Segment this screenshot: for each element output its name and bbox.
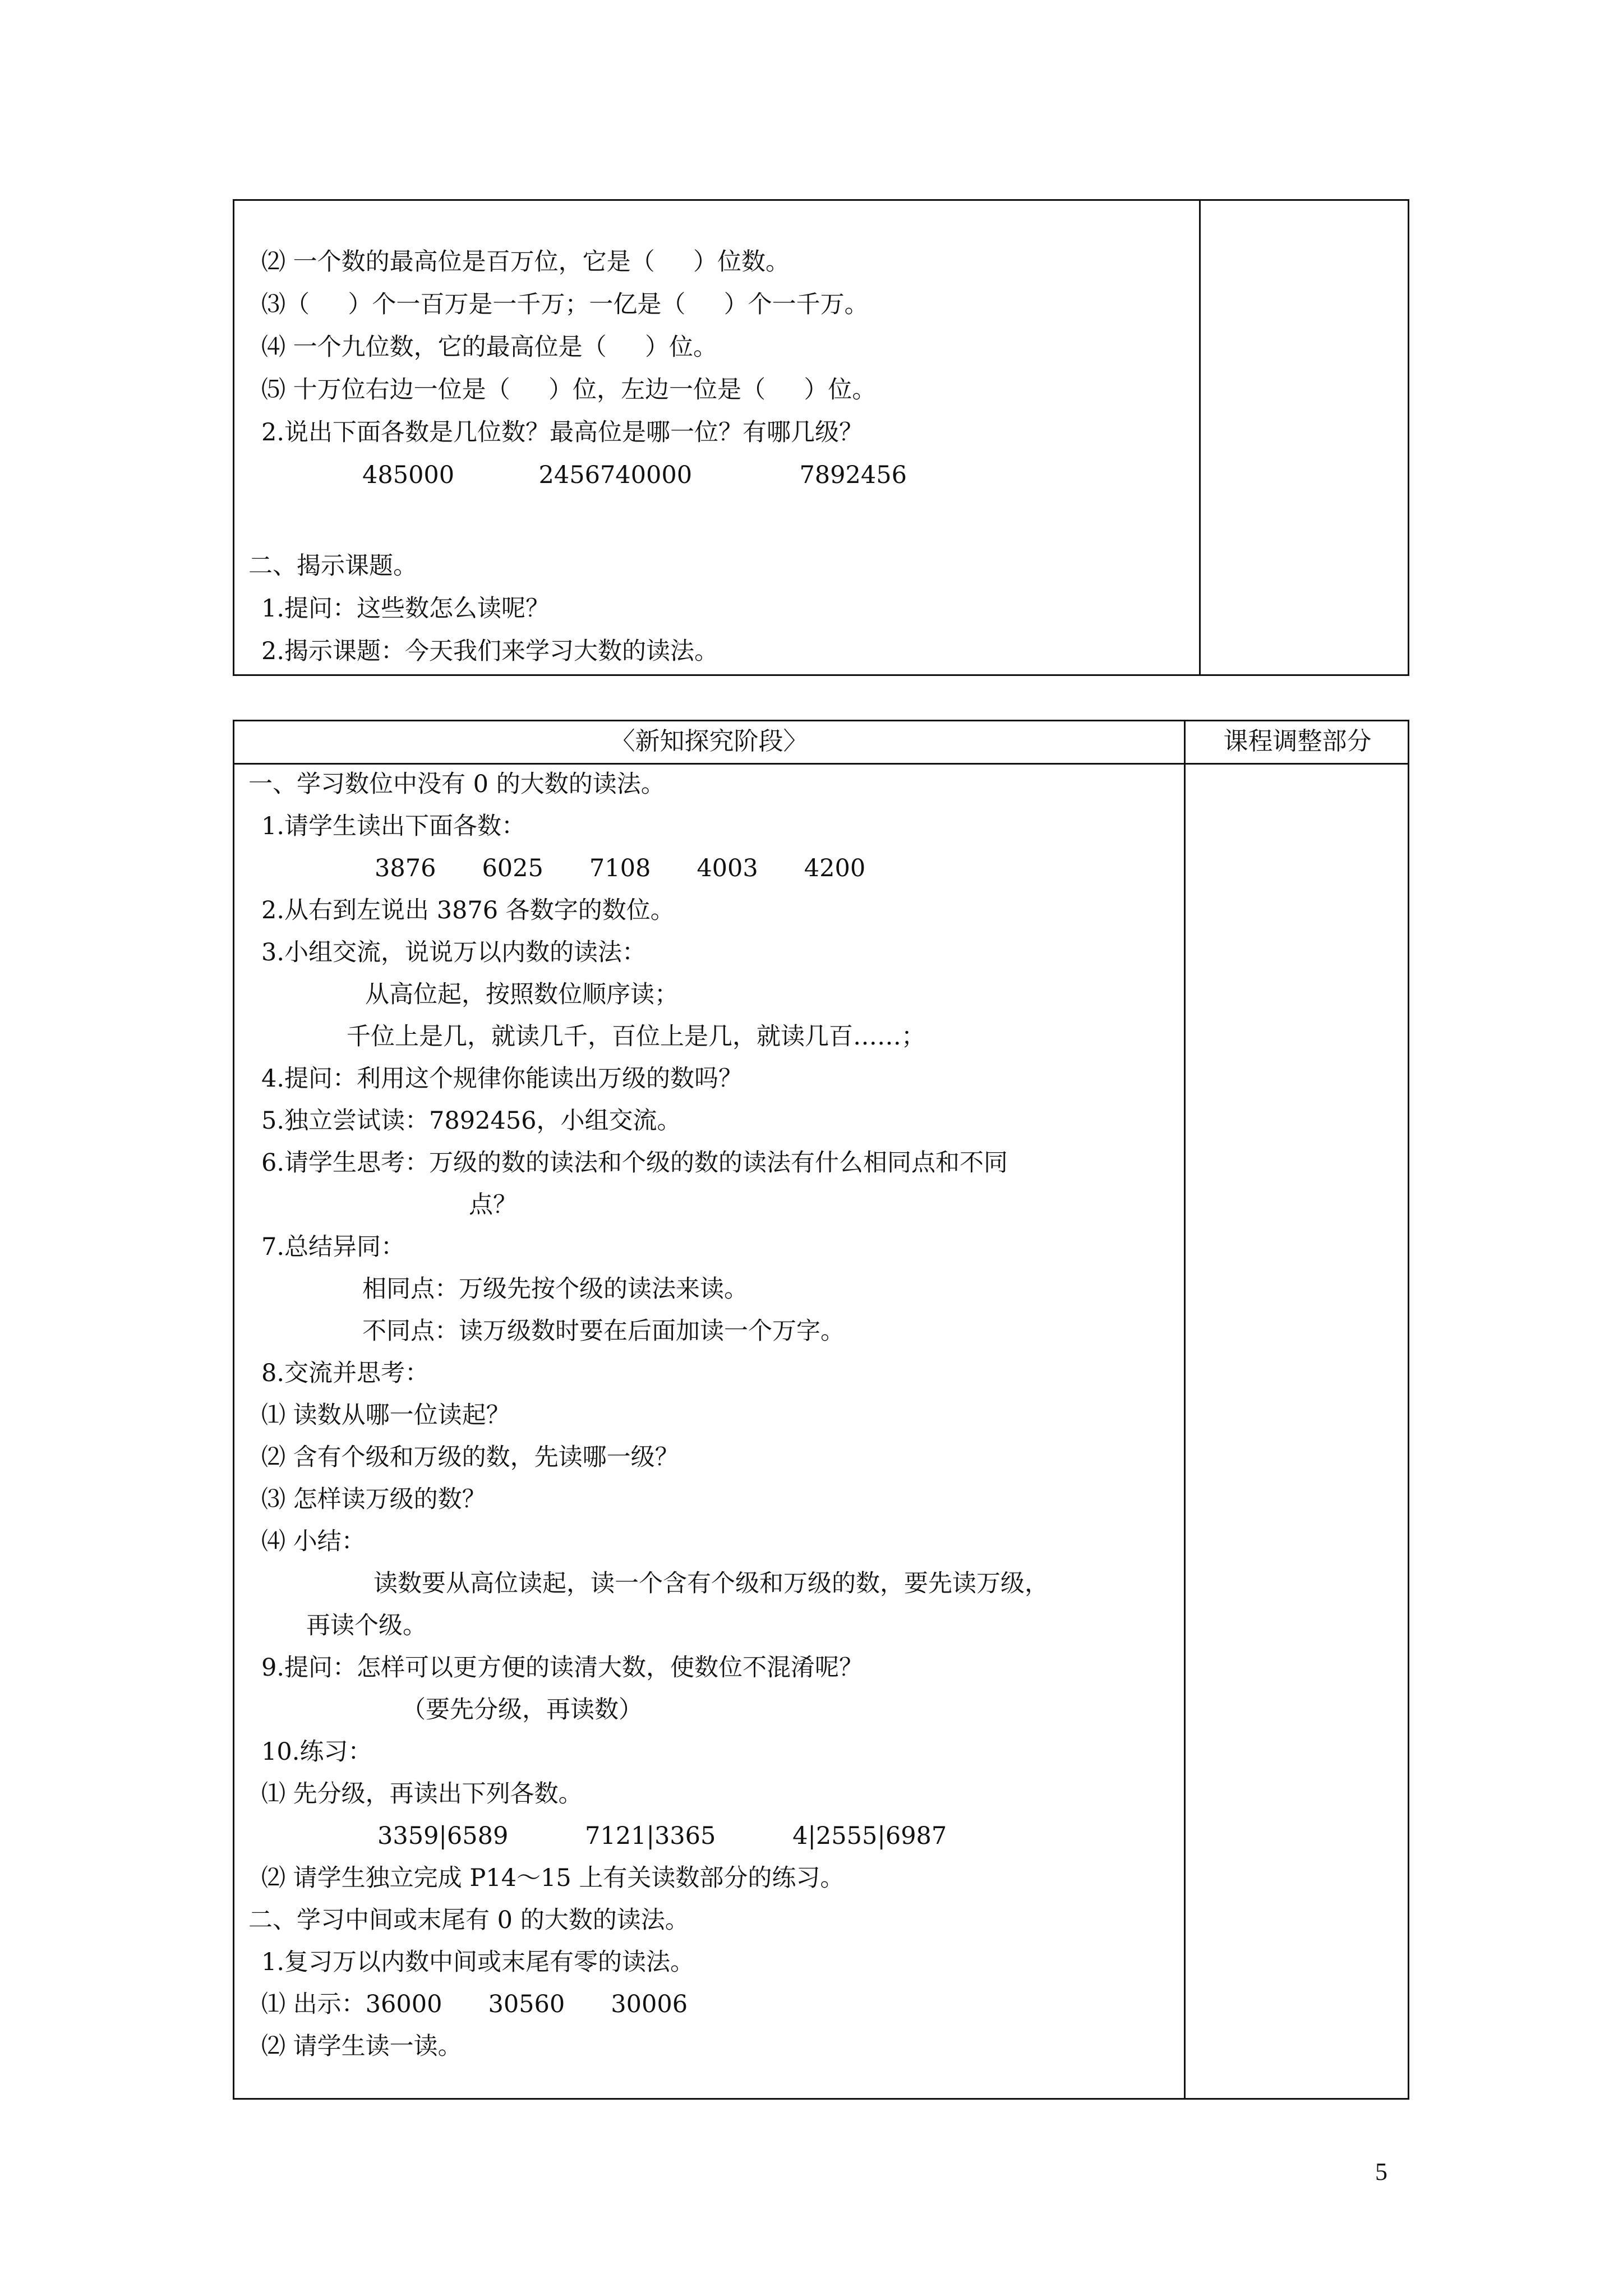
column-divider	[1184, 721, 1186, 2098]
column-divider	[1199, 201, 1201, 674]
text-line: ⑵ 请学生独立完成 P14～15 上有关读数部分的练习。	[261, 1864, 845, 1892]
text-line: 再读个级。	[306, 1612, 427, 1640]
text-line: 10.练习：	[261, 1738, 372, 1766]
section-heading: 一、学习数位中没有 0 的大数的读法。	[248, 770, 665, 798]
text-line: 1.请学生读出下面各数：	[261, 812, 526, 840]
text-line: ⑴ 出示：36000 30560 30006	[261, 1990, 688, 2018]
text-line: ⑴ 读数从哪一位读起？	[261, 1401, 510, 1429]
header-divider	[234, 763, 1408, 765]
text-line: 9.提问：怎样可以更方便的读清大数，使数位不混淆呢？	[261, 1654, 864, 1682]
text-line: 2.揭示课题：今天我们来学习大数的读法。	[261, 637, 719, 665]
text-line: 不同点：读万级数时要在后面加读一个万字。	[362, 1317, 845, 1345]
text-line: 8.交流并思考：	[261, 1359, 430, 1387]
review-table	[233, 199, 1409, 676]
text-line: 5.独立尝试读：7892456，小组交流。	[261, 1107, 681, 1135]
section-heading: 二、学习中间或末尾有 0 的大数的读法。	[248, 1906, 689, 1934]
text-line: 1.复习万以内数中间或末尾有零的读法。	[261, 1948, 695, 1976]
text-line: ⑵ 一个数的最高位是百万位，它是（ ）位数。	[261, 248, 790, 276]
text-line: ⑷ 小结：	[261, 1527, 366, 1556]
text-line: 3.小组交流，说说万以内数的读法：	[261, 938, 647, 967]
text-line: 点？	[469, 1191, 517, 1219]
text-line: ⑷ 一个九位数，它的最高位是（ ）位。	[261, 333, 718, 361]
text-line: （要先分级，再读数）	[402, 1696, 643, 1724]
text-line: 读数要从高位读起，读一个含有个级和万级的数，要先读万级，	[374, 1570, 1049, 1598]
text-line: 7.总结异同：	[261, 1233, 405, 1261]
number-line: 3359|6589 7121|3365 4|2555|6987	[377, 1822, 947, 1850]
number-line: 485000 2456740000 7892456	[362, 461, 907, 489]
new-knowledge-table	[233, 720, 1409, 2100]
text-line: ⑴ 先分级，再读出下列各数。	[261, 1780, 583, 1808]
text-line: 从高位起，按照数位顺序读；	[365, 981, 679, 1009]
text-line: ⑶（ ）个一百万是一千万；一亿是（ ）个一千万。	[261, 291, 869, 319]
text-line: 2.说出下面各数是几位数？最高位是哪一位？有哪几级？	[261, 418, 864, 447]
page-number: 5	[1375, 2158, 1387, 2185]
text-line: 4.提问：利用这个规律你能读出万级的数吗？	[261, 1065, 743, 1093]
number-line: 3876 6025 7108 4003 4200	[375, 854, 866, 882]
stage-header: 〈新知探究阶段〉	[610, 727, 808, 756]
text-line: 相同点：万级先按个级的读法来读。	[362, 1275, 748, 1303]
section-heading: 二、揭示课题。	[248, 552, 417, 580]
text-line: ⑵ 含有个级和万级的数，先读哪一级？	[261, 1443, 679, 1471]
text-line: 千位上是几，就读几千，百位上是几，就读几百……；	[347, 1023, 925, 1051]
text-line: ⑶ 怎样读万级的数？	[261, 1485, 486, 1513]
text-line: ⑵ 请学生读一读。	[261, 2032, 462, 2060]
text-line: 6.请学生思考：万级的数的读法和个级的数的读法有什么相同点和不同	[261, 1149, 1008, 1177]
text-line: 2.从右到左说出 3876 各数字的数位。	[261, 896, 675, 924]
adjustment-header: 课程调整部分	[1223, 727, 1372, 756]
text-line: ⑸ 十万位右边一位是（ ）位，左边一位是（ ）位。	[261, 376, 877, 404]
text-line: 1.提问：这些数怎么读呢？	[261, 595, 550, 623]
